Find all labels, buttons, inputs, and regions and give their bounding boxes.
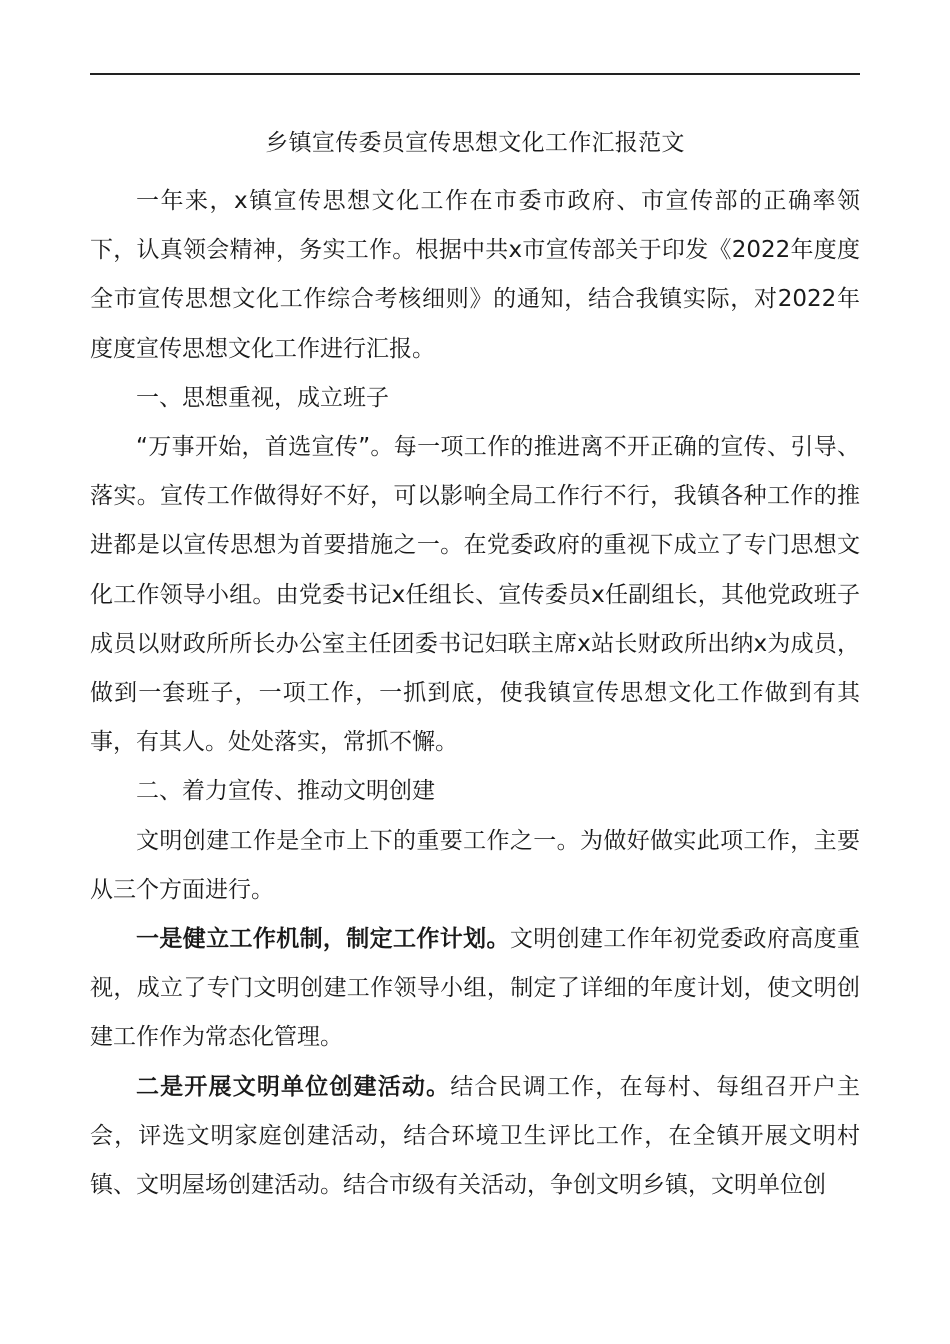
paragraph-lead: 二是开展文明单位创建活动。 xyxy=(136,1073,451,1100)
paragraph-text: 一年来，x镇宣传思想文化工作在市委市政府、市宣传部的正确率领下，认真领会精神，务实工作。根据中共x市宣传部关于印发《2022年度度全市宣传思想文化工作综合考核细则》的通知，结合我镇实际，对2022年度度宣传思想文化工作进行汇报。 xyxy=(90,188,860,362)
paragraph-section-1 xyxy=(90,423,860,767)
paragraph-text: 二、着力宣传、推动文明创建 xyxy=(136,778,435,805)
paragraph-lead: 一是健立工作机制，制定工作计划。 xyxy=(136,926,510,953)
paragraph-text: 文明创建工作是全市上下的重要工作之一。为做好做实此项工作，主要从三个方面进行。 xyxy=(90,827,860,903)
document-title: 乡镇宣传委员宣传思想文化工作汇报范文 xyxy=(265,130,685,156)
document-body xyxy=(90,177,860,1210)
paragraph-intro xyxy=(90,177,860,374)
paragraph-text: “万事开始，首选宣传”。每一项工作的推进离不开正确的宣传、引导、落实。宣传工作做得好不好，可以影响全局工作行不行，我镇各种工作的推进都是以宣传思想为首要措施之一。在党委政府的重视下成立了专门思想文化工作领导小组。由党委书记x任组长、宣传委员x任副组长，其他党政班子成员以财政所所长办公室主任团委书记妇联主席x站长财政所出纳x为成员，做到一套班子，一项工作，一抓到底，使我镇宣传思想文化工作做到有其事，有其人。处处落实，常抓不懈。 xyxy=(90,434,860,756)
paragraph-text: 文明创建工作年初党委政府高度重视，成立了专门文明创建工作领导小组，制定了详细的年度计划，使文明创建工作作为常态化管理。 xyxy=(90,926,861,1051)
paragraph-point-1 xyxy=(90,915,860,1063)
section-heading-1 xyxy=(90,374,860,423)
paragraph-text: 一、思想重视，成立班子 xyxy=(136,384,389,411)
section-heading-2 xyxy=(90,767,860,816)
paragraph-text: 结合民调工作，在每村、每组召开户主会，评选文明家庭创建活动，结合环境卫生评比工作，在全镇开展文明村镇、文明屋场创建活动。结合市级有关活动，争创文明乡镇，文明单位创 xyxy=(90,1073,861,1199)
paragraph-section-2 xyxy=(90,817,860,915)
header-rule xyxy=(90,73,860,75)
paragraph-point-2 xyxy=(90,1063,860,1211)
